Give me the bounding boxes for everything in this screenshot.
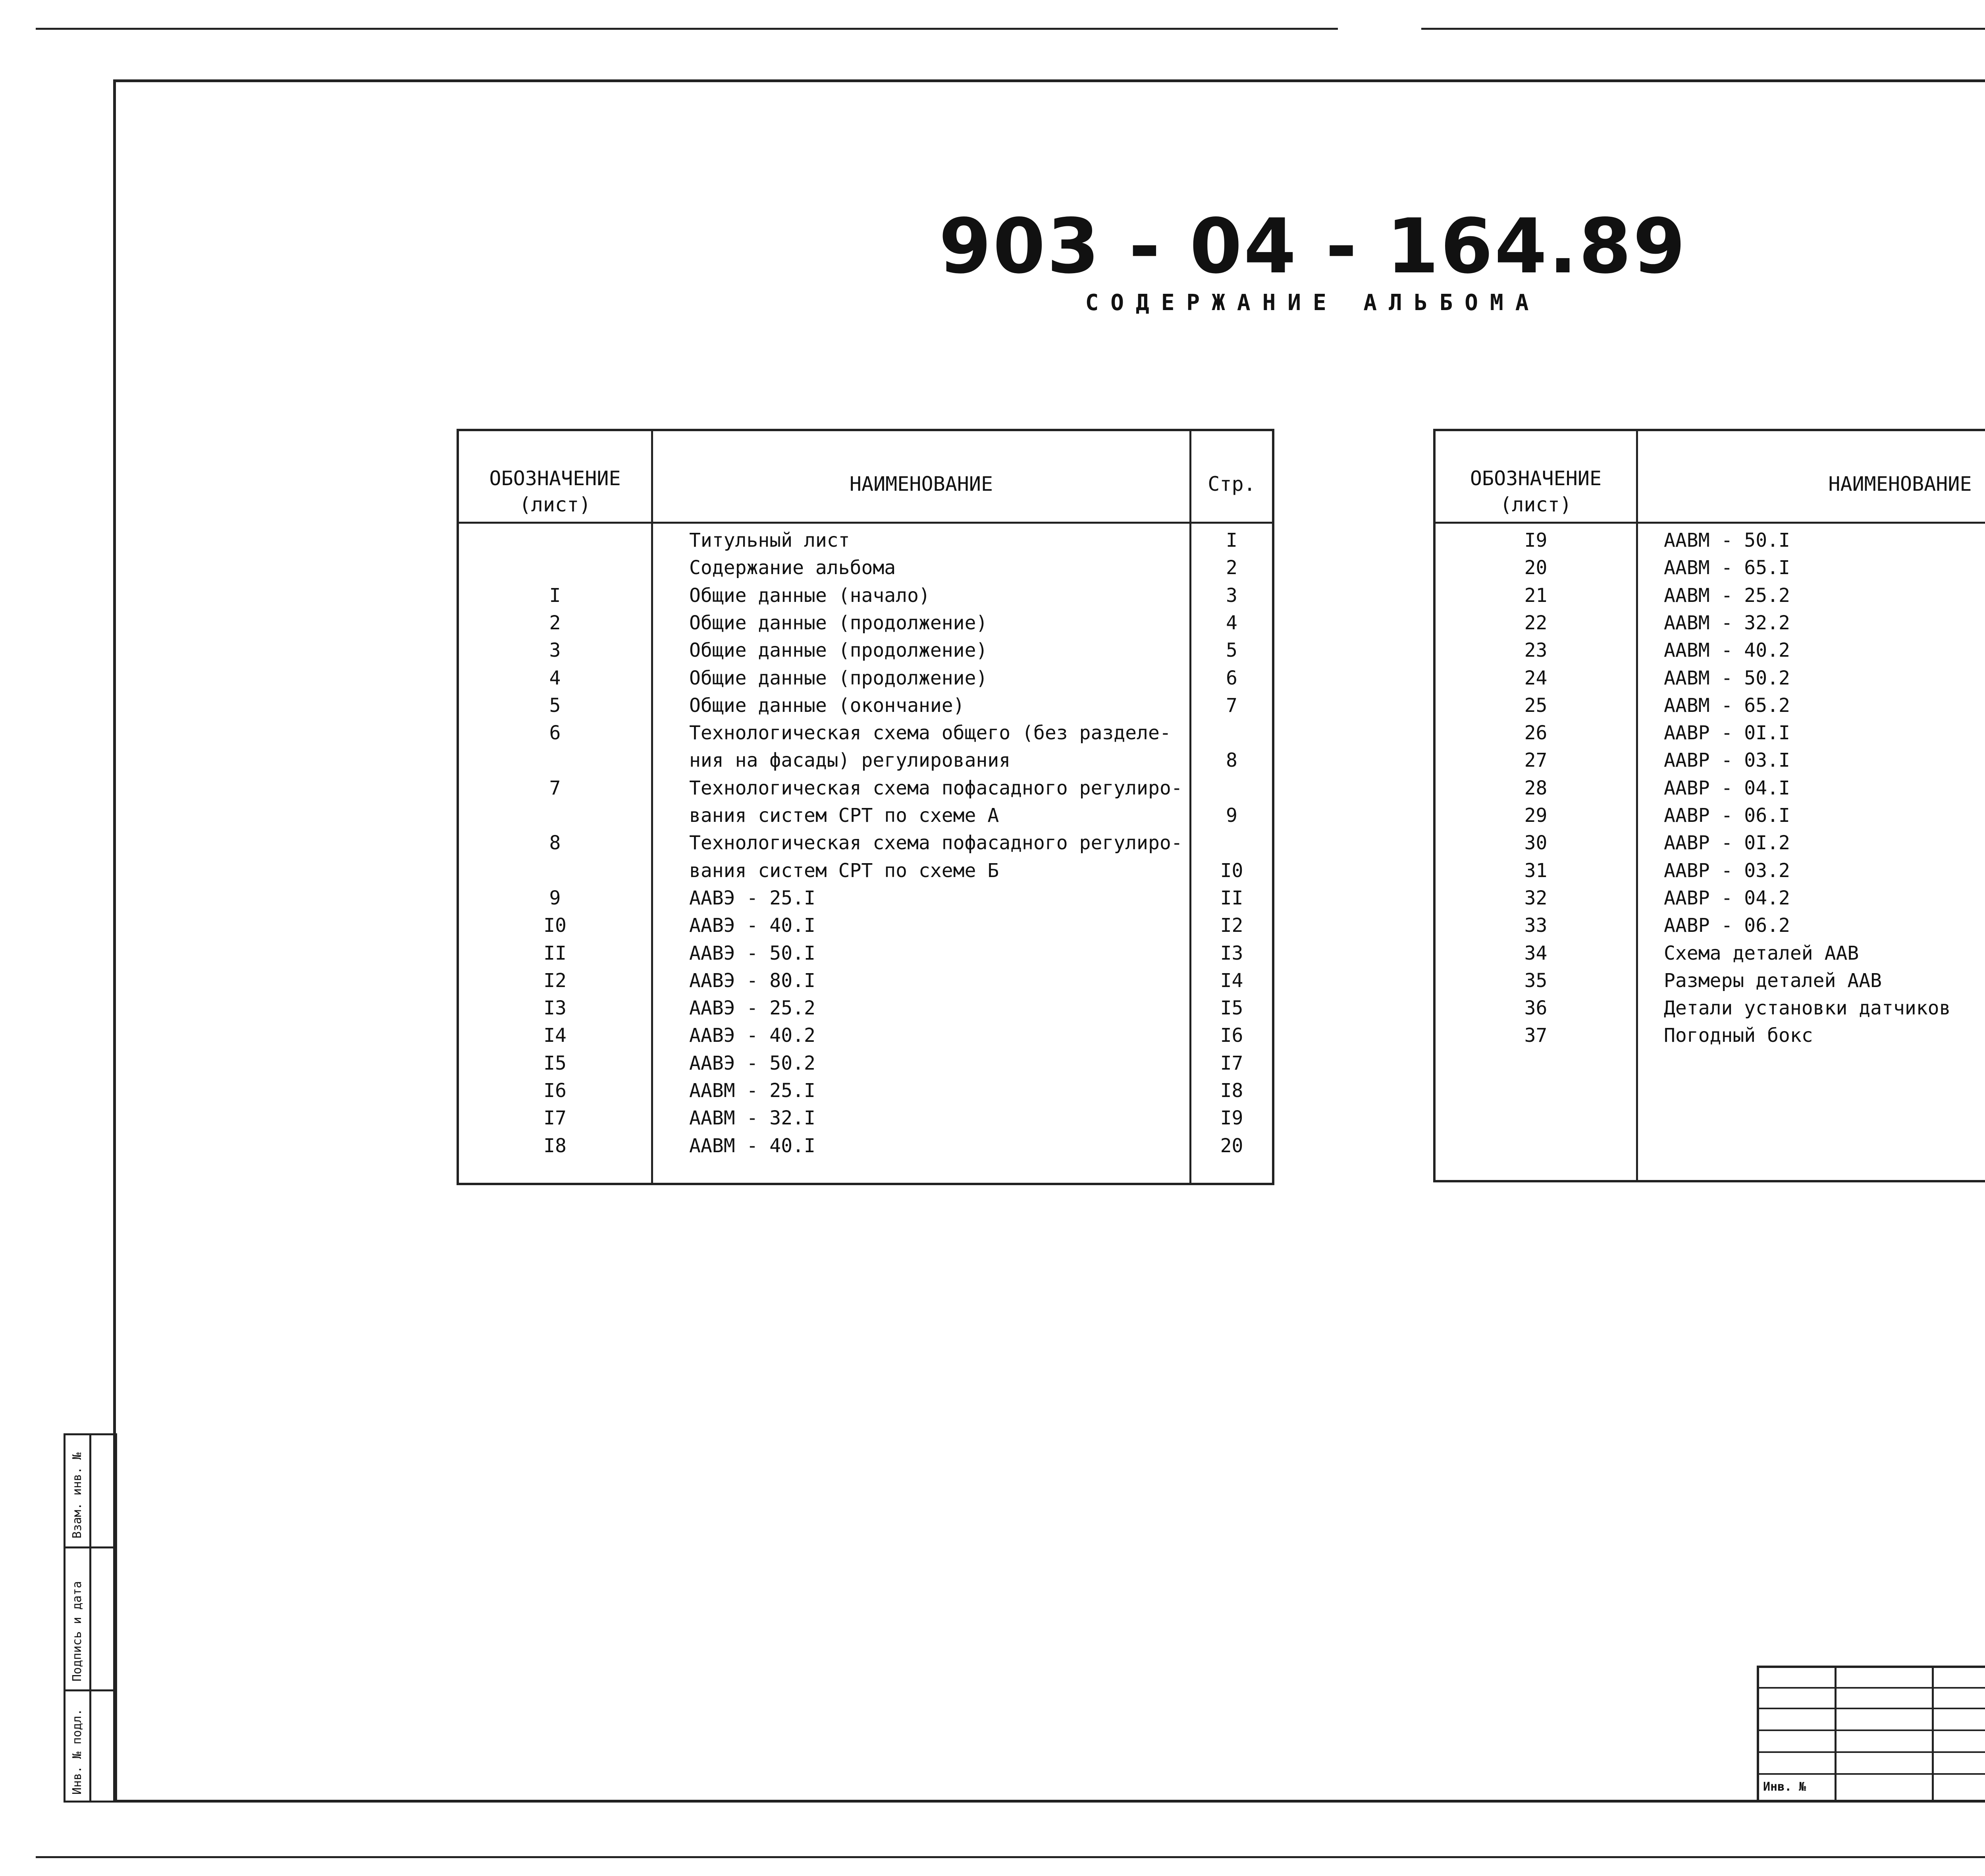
row-name: вания систем СРТ по схеме А <box>689 804 999 827</box>
row-name: ААВЭ - 25.I <box>689 887 815 909</box>
row-name: ААВЭ - 25.2 <box>689 997 815 1020</box>
row-code: 2 <box>549 611 561 634</box>
row-code: I4 <box>543 1024 567 1047</box>
row-page: I7 <box>1220 1052 1243 1074</box>
row-name: ААВМ - 40.I <box>689 1134 815 1157</box>
row-name: Технологическая схема пофасадного регулиро- <box>689 777 1183 799</box>
row-code: 26 <box>1524 722 1548 744</box>
header-code: ОБОЗНАЧЕНИЕ (лист) <box>1470 467 1602 516</box>
row-name: Размеры деталей ААВ <box>1664 969 1882 992</box>
row-page: 4 <box>1226 611 1237 634</box>
row-name: ния на фасады) регулирования <box>689 749 1011 772</box>
row-name: ААВМ - 32.I <box>689 1107 815 1130</box>
row-code: 27 <box>1524 749 1548 772</box>
row-page: 9 <box>1226 804 1237 827</box>
row-name: Технологическая схема пофасадного регулиро- <box>689 832 1183 854</box>
row-name: Общие данные (начало) <box>689 584 930 607</box>
row-page: 6 <box>1226 667 1237 689</box>
row-name: ААВР - 03.2 <box>1664 859 1790 882</box>
inventory-label: Инв. № <box>1763 1780 1806 1794</box>
row-name: ААВР - 06.I <box>1664 804 1790 827</box>
row-code: I7 <box>543 1107 567 1130</box>
row-code: I2 <box>543 969 567 992</box>
row-page: I <box>1226 529 1237 551</box>
row-page: 3 <box>1226 584 1237 607</box>
row-name: ААВМ - 25.I <box>689 1080 815 1102</box>
row-code: I3 <box>543 997 567 1020</box>
row-code: 3 <box>549 639 561 662</box>
stamp-label-signature: Подпись и дата <box>70 1581 84 1681</box>
row-page: 7 <box>1226 694 1237 717</box>
row-name: Общие данные (продолжение) <box>689 639 988 662</box>
row-page: I2 <box>1220 914 1243 937</box>
row-code: II <box>543 942 567 964</box>
row-name: вания систем СРТ по схеме Б <box>689 859 999 882</box>
header-page: Стр. <box>1208 472 1256 496</box>
header-code: ОБОЗНАЧЕНИЕ (лист) <box>489 467 621 516</box>
row-name: Титульный лист <box>689 529 850 551</box>
row-name: Технологическая схема общего (без разделе- <box>689 722 1171 744</box>
stamp-label-inventory: Инв. № подл. <box>70 1708 84 1795</box>
row-page: I5 <box>1220 997 1243 1020</box>
row-name: ААВЭ - 80.I <box>689 969 815 992</box>
row-name: ААВР - 04.I <box>1664 777 1790 799</box>
top-border-line <box>1421 28 1985 30</box>
row-code: 8 <box>549 832 561 854</box>
row-code: 22 <box>1524 611 1548 634</box>
row-name: Погодный бокс <box>1664 1024 1813 1047</box>
row-code: 6 <box>549 722 561 744</box>
row-name: ААВР - 04.2 <box>1664 887 1790 909</box>
row-name: ААВЭ - 40.2 <box>689 1024 815 1047</box>
row-page: 8 <box>1226 749 1237 772</box>
row-page: 5 <box>1226 639 1237 662</box>
row-name: ААВР - 06.2 <box>1664 914 1790 937</box>
row-code: 29 <box>1524 804 1548 827</box>
row-name: Содержание альбома <box>689 557 896 579</box>
top-border-line <box>36 28 1338 30</box>
row-name: ААВМ - 50.I <box>1664 529 1790 551</box>
row-page: I6 <box>1220 1024 1243 1047</box>
header-name: НАИМЕНОВАНИЕ <box>1828 472 1972 496</box>
contents-table-right <box>1433 429 1985 1182</box>
header-name: НАИМЕНОВАНИЕ <box>849 472 993 496</box>
row-code: I8 <box>543 1134 567 1157</box>
row-page: I0 <box>1220 859 1243 882</box>
row-code: 37 <box>1524 1024 1548 1047</box>
document-code: 903 - 04 - 164.89 <box>939 202 1687 290</box>
row-page: I3 <box>1220 942 1243 964</box>
row-code: 5 <box>549 694 561 717</box>
row-page: 20 <box>1220 1134 1243 1157</box>
row-name: Общие данные (продолжение) <box>689 667 988 689</box>
row-code: 30 <box>1524 832 1548 854</box>
row-name: ААВМ - 65.I <box>1664 557 1790 579</box>
bottom-border-line <box>36 1856 1985 1858</box>
row-page: 2 <box>1226 557 1237 579</box>
row-name: ААВМ - 50.2 <box>1664 667 1790 689</box>
row-code: 21 <box>1524 584 1548 607</box>
row-name: ААВЭ - 50.I <box>689 942 815 964</box>
contents-table-left <box>457 429 1274 1185</box>
row-name: ААВР - 0I.2 <box>1664 832 1790 854</box>
row-name: Общие данные (окончание) <box>689 694 965 717</box>
row-name: Детали установки датчиков <box>1664 997 1951 1020</box>
row-page: I8 <box>1220 1080 1243 1102</box>
row-code: I5 <box>543 1052 567 1074</box>
row-code: 23 <box>1524 639 1548 662</box>
row-name: ААВР - 0I.I <box>1664 722 1790 744</box>
row-code: I <box>549 584 561 607</box>
row-name: ААВЭ - 40.I <box>689 914 815 937</box>
row-code: 36 <box>1524 997 1548 1020</box>
row-name: ААВМ - 65.2 <box>1664 694 1790 717</box>
row-name: ААВМ - 25.2 <box>1664 584 1790 607</box>
row-code: 31 <box>1524 859 1548 882</box>
row-code: 34 <box>1524 942 1548 964</box>
row-name: Схема деталей ААВ <box>1664 942 1859 964</box>
document-subtitle: СОДЕРЖАНИЕ АЛЬБОМА <box>1085 290 1541 316</box>
row-code: I9 <box>1524 529 1548 551</box>
row-code: I6 <box>543 1080 567 1102</box>
row-name: ААВР - 03.I <box>1664 749 1790 772</box>
row-code: 25 <box>1524 694 1548 717</box>
row-code: 9 <box>549 887 561 909</box>
row-code: 7 <box>549 777 561 799</box>
row-code: 28 <box>1524 777 1548 799</box>
row-code: 33 <box>1524 914 1548 937</box>
row-code: 24 <box>1524 667 1548 689</box>
stamp-label-replacement: Взам. инв. № <box>70 1452 84 1539</box>
row-page: I9 <box>1220 1107 1243 1130</box>
side-stamp <box>64 1433 117 1803</box>
row-code: 32 <box>1524 887 1548 909</box>
row-name: Общие данные (продолжение) <box>689 611 988 634</box>
row-code: 35 <box>1524 969 1548 992</box>
row-code: 4 <box>549 667 561 689</box>
row-name: ААВЭ - 50.2 <box>689 1052 815 1074</box>
row-name: ААВМ - 32.2 <box>1664 611 1790 634</box>
row-code: I0 <box>543 914 567 937</box>
title-block <box>1757 1666 1985 1803</box>
row-page: II <box>1220 887 1243 909</box>
row-code: 20 <box>1524 557 1548 579</box>
row-name: ААВМ - 40.2 <box>1664 639 1790 662</box>
row-page: I4 <box>1220 969 1243 992</box>
